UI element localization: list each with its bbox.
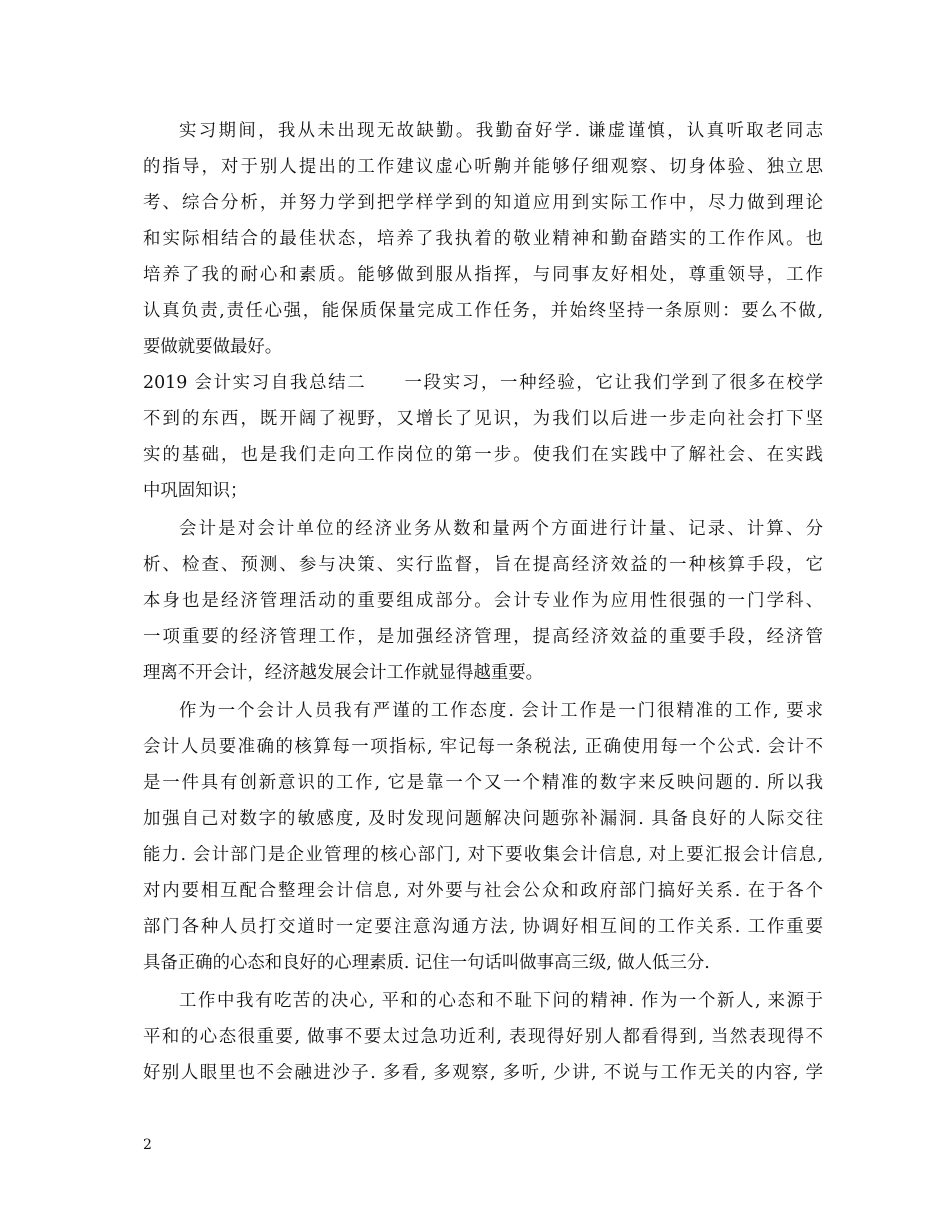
paragraph-line-6: 认真负责,责任心强，能保质保量完成工作任务，并始终坚持一条原则：要么不做, — [143, 301, 823, 321]
paragraph-line-9: 不到的东西，既开阔了视野，又增长了见识，为我们以后进一步走向社会打下坚 — [143, 409, 823, 429]
paragraph-line-18: 会计人员要准确的核算每一项指标, 牢记每一条税法, 正确使用每一个公式. 会计不 — [143, 737, 823, 757]
paragraph-line-26: 平和的心态很重要, 做事不要太过急功近利, 表现得好别人都看得到, 当然表现得不 — [143, 1027, 823, 1047]
paragraph-line-12: 会计是对会计单位的经济业务从数和量两个方面进行计量、记录、计算、分 — [179, 519, 823, 539]
paragraph-line-21: 能力. 会计部门是企业管理的核心部门, 对下要收集会计信息, 对上要汇报会计信息, — [143, 845, 823, 865]
paragraph-line-27: 好别人眼里也不会融进沙子. 多看, 多观察, 多听, 少讲, 不说与工作无关的内容, 学 — [143, 1063, 823, 1083]
paragraph-line-4: 和实际相结合的最佳状态，培养了我执着的敬业精神和勤奋踏实的工作作风。也 — [143, 229, 823, 249]
paragraph-line-15: 一项重要的经济管理工作，是加强经济管理，提高经济效益的重要手段，经济管 — [143, 627, 823, 647]
paragraph-line-25: 工作中我有吃苦的决心, 平和的心态和不耻下问的精神. 作为一个新人, 来源于 — [179, 991, 823, 1011]
paragraph-line-23: 部门各种人员打交道时一定要注意沟通方法, 协调好相互间的工作关系. 工作重要 — [143, 917, 823, 937]
paragraph-line-3: 考、综合分析，并努力学到把学样学到的知道应用到实际工作中，尽力做到理论 — [143, 193, 823, 213]
section-heading-line: 2019 会计实习自我总结二 一段实习，一种经验，它让我们学到了很多在校学 — [143, 373, 823, 393]
paragraph-line-5: 培养了我的耐心和素质。能够做到服从指挥，与同事友好相处，尊重领导，工作 — [143, 265, 823, 285]
page-number: 2 — [143, 1137, 152, 1153]
paragraph-line-19: 是一件具有创新意识的工作, 它是靠一个又一个精准的数字来反映问题的. 所以我 — [143, 773, 823, 793]
paragraph-line-10: 实的基础，也是我们走向工作岗位的第一步。使我们在实践中了解社会、在实践 — [143, 445, 823, 465]
paragraph-line-17: 作为一个会计人员我有严谨的工作态度. 会计工作是一门很精准的工作, 要求 — [179, 701, 823, 721]
paragraph-line-2: 的指导，对于别人提出的工作建议虚心听齁并能够仔细观察、切身体验、独立思 — [143, 157, 823, 177]
paragraph-line-16: 理离不开会计，经济越发展会计工作就显得越重要。 — [143, 663, 543, 683]
paragraph-line-13: 析、检查、预测、参与决策、实行监督，旨在提高经济效益的一种核算手段，它 — [143, 555, 823, 575]
paragraph-line-7: 要做就要做最好。 — [143, 337, 283, 357]
paragraph-line-24: 具备正确的心态和良好的心理素质. 记住一句话叫做事高三级, 做人低三分. — [143, 953, 710, 973]
paragraph-line-14: 本身也是经济管理活动的重要组成部分。会计专业作为应用性很强的一门学科、 — [143, 591, 823, 611]
paragraph-line-22: 对内要相互配合整理会计信息, 对外要与社会公众和政府部门搞好关系. 在于各个 — [143, 881, 823, 901]
paragraph-line-11: 中巩固知识； — [143, 481, 248, 501]
paragraph-line-1: 实习期间，我从未出现无故缺勤。我勤奋好学. 谦虚谨慎，认真听取老同志 — [179, 121, 823, 141]
paragraph-line-20: 加强自己对数字的敏感度, 及时发现问题解决问题弥补漏洞. 具备良好的人际交往 — [143, 809, 823, 829]
